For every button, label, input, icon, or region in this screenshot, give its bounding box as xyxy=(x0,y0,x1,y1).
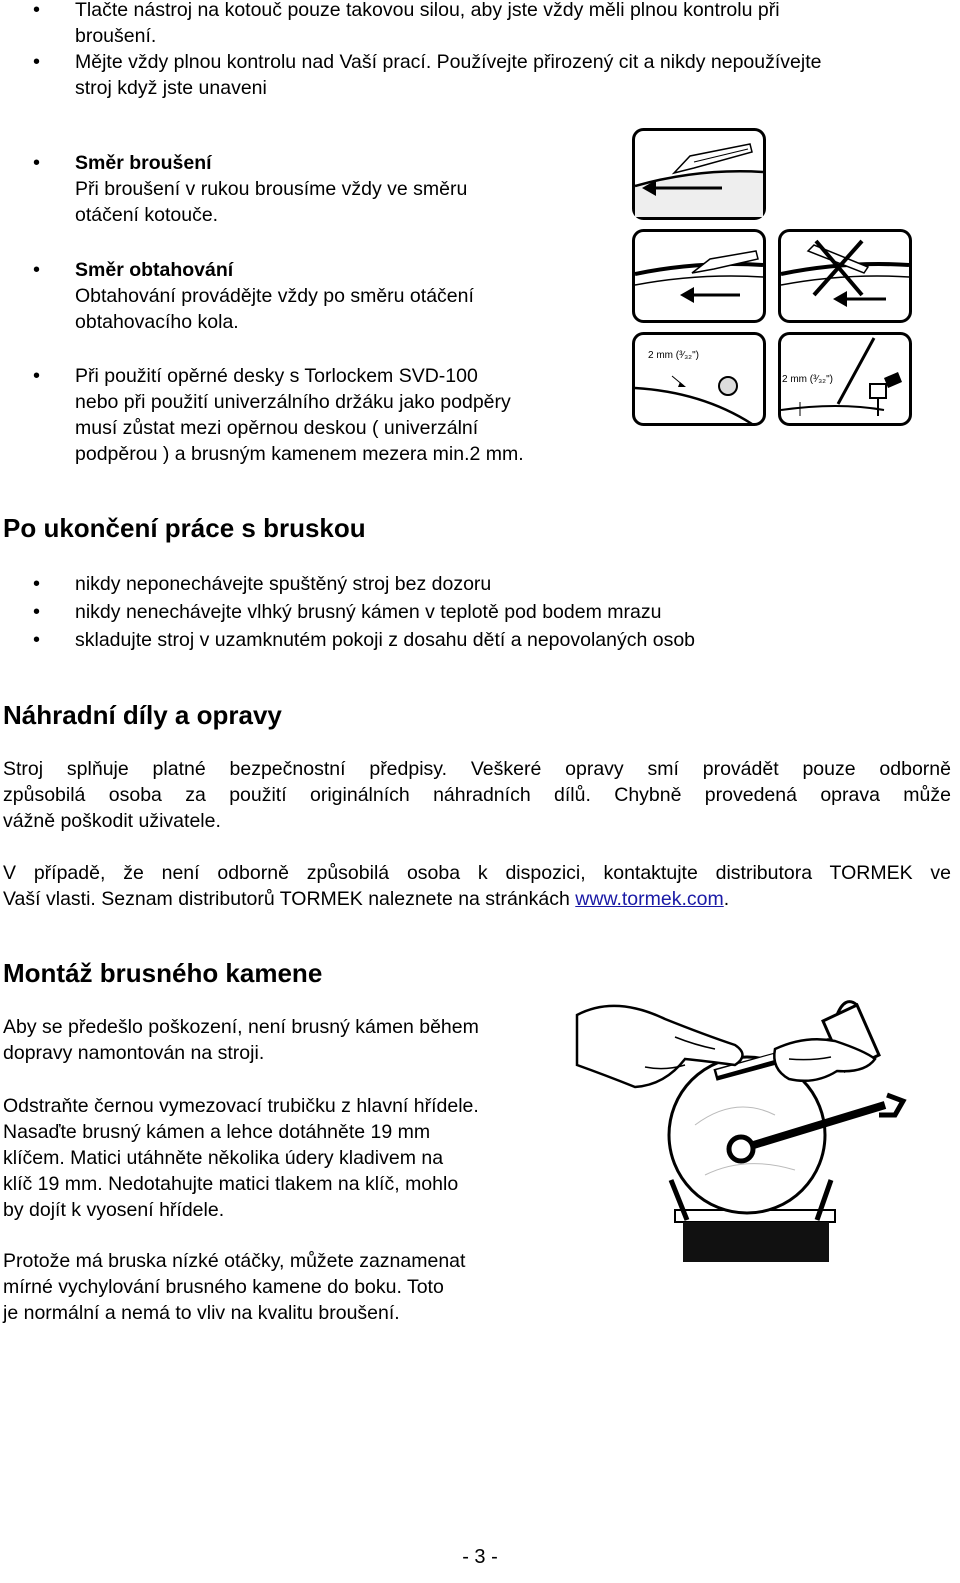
gap-label: 2 mm (³⁄₃₂") xyxy=(782,374,833,385)
bullet-text-line: obtahovacího kola. xyxy=(75,311,239,333)
bullet-text-line: otáčení kotouče. xyxy=(75,204,219,226)
paragraph-line: V případě, že není odborně způsobilá osoba k dispozici, kontaktujte distributora TORMEK ve xyxy=(3,862,951,884)
wrong-honing-figure xyxy=(778,229,912,323)
list-item-text: nikdy nenechávejte vlhký brusný kámen v teplotě pod bodem mrazu xyxy=(75,601,662,623)
grinding-direction-figure xyxy=(632,128,766,220)
bullet-text-line: • Mějte vždy plnou kontrolu nad Vaší prací. Používejte přirozený cit a nikdy nepoužívejte xyxy=(75,51,822,73)
paragraph-line: dopravy namontován na stroji. xyxy=(3,1042,265,1064)
grinding-direction-bullet xyxy=(0,150,620,228)
mounting-paragraph-3 xyxy=(3,1248,563,1326)
list-item xyxy=(0,570,960,598)
tormek-link[interactable]: www.tormek.com xyxy=(575,888,724,910)
bullet-text-line: nebo při použití univerzálního držáku jako podpěry xyxy=(75,391,511,413)
list-item xyxy=(0,598,960,626)
paragraph-line: klíčem. Matici utáhněte několika údery kladivem na xyxy=(3,1147,444,1169)
bullet-text-line: • Tlačte nástroj na kotouč pouze takovou silou, aby jste vždy měli plnou kontrolu při xyxy=(75,0,780,21)
bullet-text-line: broušení. xyxy=(75,25,157,47)
bullet-text-line: Obtahování provádějte vždy po směru otáčení xyxy=(75,285,474,307)
distributor-text: Vaší vlasti. Seznam distributorů TORMEK naleznete na stránkách xyxy=(3,888,576,910)
distributor-text-end: . xyxy=(723,888,730,910)
honing-direction-figure xyxy=(632,229,766,323)
spare-parts-paragraph xyxy=(3,756,951,834)
paragraph-line: vážně poškodit uživatele. xyxy=(3,810,221,832)
distributor-paragraph xyxy=(3,860,951,912)
after-work-list xyxy=(0,570,960,654)
top-bullet-list xyxy=(0,0,960,101)
support-gap-bullet xyxy=(0,363,620,467)
list-item xyxy=(0,626,960,654)
bullet-title: • Směr obtahování xyxy=(75,259,234,281)
stone-mounting-illustration xyxy=(575,975,925,1275)
list-item xyxy=(0,0,960,49)
paragraph-line: je normální a nemá to vliv na kvalitu broušení. xyxy=(3,1302,400,1324)
paragraph-line: mírné vychylování brusného kamene do boku. Toto xyxy=(3,1276,444,1298)
paragraph-line: způsobilá osoba za použití originálních náhradních dílů. Chybně provedená oprava může xyxy=(3,784,951,806)
paragraph-line xyxy=(3,886,951,912)
paragraph-line: Odstraňte černou vymezovací trubičku z hlavní hřídele. xyxy=(3,1095,479,1117)
list-item-text: nikdy neponechávejte spuštěný stroj bez dozoru xyxy=(75,573,492,595)
paragraph-line: klíč 19 mm. Nedotahujte matici tlakem na klíč, mohlo xyxy=(3,1173,459,1195)
paragraph-line: Stroj splňuje platné bezpečnostní předpisy. Veškeré opravy smí provádět pouze odborně xyxy=(3,758,951,780)
list-item xyxy=(0,363,620,467)
bullet-text-line: musí zůstat mezi opěrnou deskou ( univerzální xyxy=(75,417,479,439)
section-heading-spare-parts: Náhradní díly a opravy xyxy=(3,700,282,730)
bullet-text-line: • Při použití opěrné desky s Torlockem SVD-100 xyxy=(75,365,478,387)
bullet-text-line: podpěrou ) a brusným kamenem mezera min.2 mm. xyxy=(75,443,524,465)
mounting-paragraph-1 xyxy=(3,1014,563,1066)
gap-label: 2 mm (³⁄₃₂") xyxy=(648,350,699,361)
honing-direction-bullet xyxy=(0,257,620,335)
direction-diagrams xyxy=(632,128,912,438)
support-gap-figure-right xyxy=(778,332,912,426)
section-heading-stone-mounting: Montáž brusného kamene xyxy=(3,958,323,988)
mounting-paragraph-2 xyxy=(3,1093,563,1223)
bullet-text-line: stroj když jste unaveni xyxy=(75,77,267,99)
section-heading-after-work: Po ukončení práce s bruskou xyxy=(3,513,366,543)
list-item-text: skladujte stroj v uzamknutém pokoji z dosahu dětí a nepovolaných osob xyxy=(75,629,696,651)
paragraph-line: Nasaďte brusný kámen a lehce dotáhněte 19 mm xyxy=(3,1121,431,1143)
paragraph-line: Aby se předešlo poškození, není brusný kámen během xyxy=(3,1016,479,1038)
page-number: - 3 - xyxy=(462,1546,498,1568)
list-item xyxy=(0,257,620,335)
bullet-text-line: Při broušení v rukou brousíme vždy ve směru xyxy=(75,178,468,200)
support-gap-figure-left xyxy=(632,332,766,426)
list-item xyxy=(0,49,960,101)
paragraph-line: by dojít k vyosení hřídele. xyxy=(3,1199,225,1221)
paragraph-line: Protože má bruska nízké otáčky, můžete zaznamenat xyxy=(3,1250,466,1272)
list-item xyxy=(0,150,620,228)
bullet-title: • Směr broušení xyxy=(75,152,212,174)
